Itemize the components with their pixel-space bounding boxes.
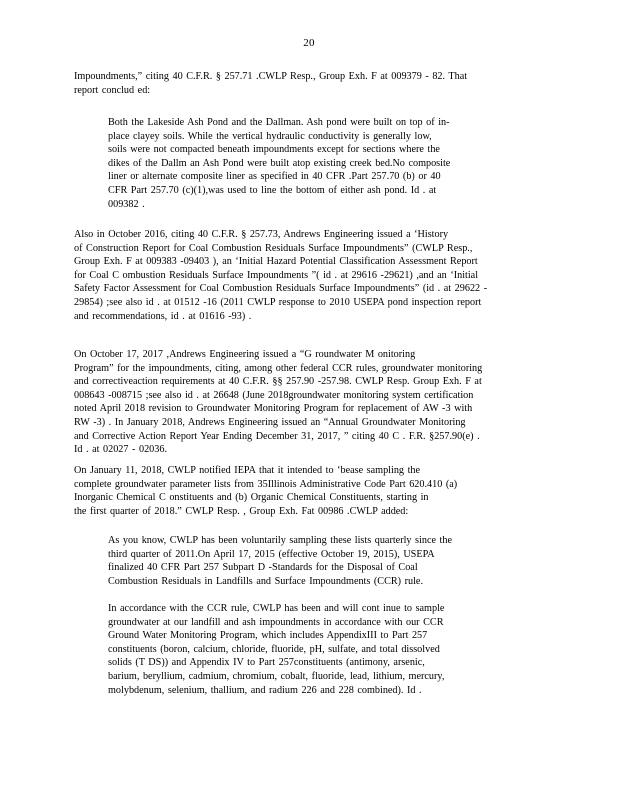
text-line: Safety Factor Assessment for Coal Combustion Residuals Surface Impoundments” (id . at 29622 -	[74, 283, 488, 295]
text-line: barium, beryllium, cadmium, chromium, cobalt, fluoride, lead, lithium, mercury,	[108, 670, 445, 682]
text-line: Ground Water Monitoring Program, which includes AppendixIII to Part 257	[108, 630, 428, 642]
text-line: CFR Part 257.70 (c)(1),was used to line the bottom of either ash pond. Id . at	[108, 184, 437, 196]
text-line: Id . at 02027 - 02036.	[74, 444, 167, 456]
text-line: Program” for the impoundments, citing, among other federal CCR rules, groundwater monitoring	[74, 362, 483, 374]
text-line: report conclud ed:	[74, 84, 151, 96]
text-line: Group Exh. F at 009383 -09403 ), an ‘Initial Hazard Potential Classification Assessment Report	[74, 256, 478, 268]
page-number: 20	[303, 37, 315, 49]
text-line: Both the Lakeside Ash Pond and the Dallman. Ash pond were built on top of in-	[108, 117, 450, 128]
paragraph-october-2017	[74, 348, 522, 457]
text-line: RW -3) . In January 2018, Andrews Engineering issued an “Annual Groundwater Monitoring	[74, 416, 466, 428]
text-line: and recommendations, id . at 01616 -93) .	[74, 310, 252, 322]
text-line: of Construction Report for Coal Combustion Residuals Surface Impoundments” (CWLP Resp.,	[74, 242, 473, 254]
text-line: solids (T DS)) and Appendix IV to Part 257constituents (antimony, arsenic,	[108, 657, 425, 669]
text-line: 008643 -008715 ;see also id . at 26648 (June 2018groundwater monitoring system certification	[74, 389, 474, 401]
block-quote-lakeside	[108, 116, 504, 211]
text-line: soils were not compacted beneath impoundments except for sections where the	[108, 144, 440, 156]
text-line: On January 11, 2018, CWLP notified IEPA that it intended to ‘bease sampling the	[74, 465, 421, 476]
paragraph-january-2018	[74, 464, 522, 518]
paragraph-intro	[74, 70, 522, 97]
text-line: Combustion Residuals in Landfills and Surface Impoundments (CCR) rule.	[108, 575, 424, 587]
text-line: constituents (boron, calcium, chloride, fluoride, pH, sulfate, and total dissolved	[108, 643, 440, 655]
block-quote-voluntary-sampling	[108, 534, 504, 588]
text-line: On October 17, 2017 ,Andrews Engineering issued a “G roundwater M onitoring	[74, 349, 416, 360]
text-line: finalized 40 CFR Part 257 Subpart D -Standards for the Disposal of Coal	[108, 562, 418, 574]
text-line: noted April 2018 revision to Groundwater Monitoring Program for replacement of AW -3 with	[74, 403, 473, 415]
text-line: place clayey soils. While the vertical hydraulic conductivity is generally low,	[108, 130, 432, 142]
text-line: third quarter of 2011.On April 17, 2015 (effective October 19, 2015), USEPA	[108, 548, 435, 560]
text-line: 29854) ;see also id . at 01512 -16 (2011 CWLP response to 2010 USEPA pond inspection report	[74, 296, 482, 308]
text-line: and Corrective Action Report Year Ending December 31, 2017, ” citing 40 C . F.R. §257.90(e) .	[74, 430, 480, 442]
text-line: for Coal C ombustion Residuals Surface Impoundments ”( id . at 29616 -29621) ,and an ‘Initial	[74, 269, 479, 281]
text-line: In accordance with the CCR rule, CWLP has been and will cont inue to sample	[108, 603, 445, 614]
text-line: complete groundwater parameter lists from 35Illinois Administrative Code Part 620.410 (a)	[74, 478, 458, 490]
block-quote-ccr-rule	[108, 602, 504, 697]
paragraph-october-2016	[74, 228, 522, 323]
text-line: liner or alternate composite liner as specified in 40 CFR .Part 257.70 (b) or 40	[108, 171, 441, 183]
text-line: groundwater at our landfill and ash impoundments in accordance with our CCR	[108, 616, 444, 628]
text-line: Impoundments,” citing 40 C.F.R. § 257.71 .CWLP Resp., Group Exh. F at 009379 - 82. That	[74, 71, 468, 82]
text-line: molybdenum, selenium, thallium, and radium 226 and 228 combined). Id .	[108, 684, 422, 696]
text-line: As you know, CWLP has been voluntarily sampling these lists quarterly since the	[108, 535, 452, 546]
text-line: and correctiveaction requirements at 40 C.F.R. §§ 257.90 -257.98. CWLP Resp. Group Exh. F at	[74, 376, 482, 388]
text-line: the first quarter of 2018.” CWLP Resp. , Group Exh. Fat 00986 .CWLP added:	[74, 505, 409, 517]
text-line: Inorganic Chemical C onstituents and (b) Organic Chemical Constituents, starting in	[74, 492, 429, 504]
text-line: 009382 .	[108, 198, 145, 210]
text-line: Also in October 2016, citing 40 C.F.R. § 257.73, Andrews Engineering issued a ‘History	[74, 229, 449, 240]
text-line: dikes of the Dallm an Ash Pond were built atop existing creek bed.No composite	[108, 157, 451, 169]
